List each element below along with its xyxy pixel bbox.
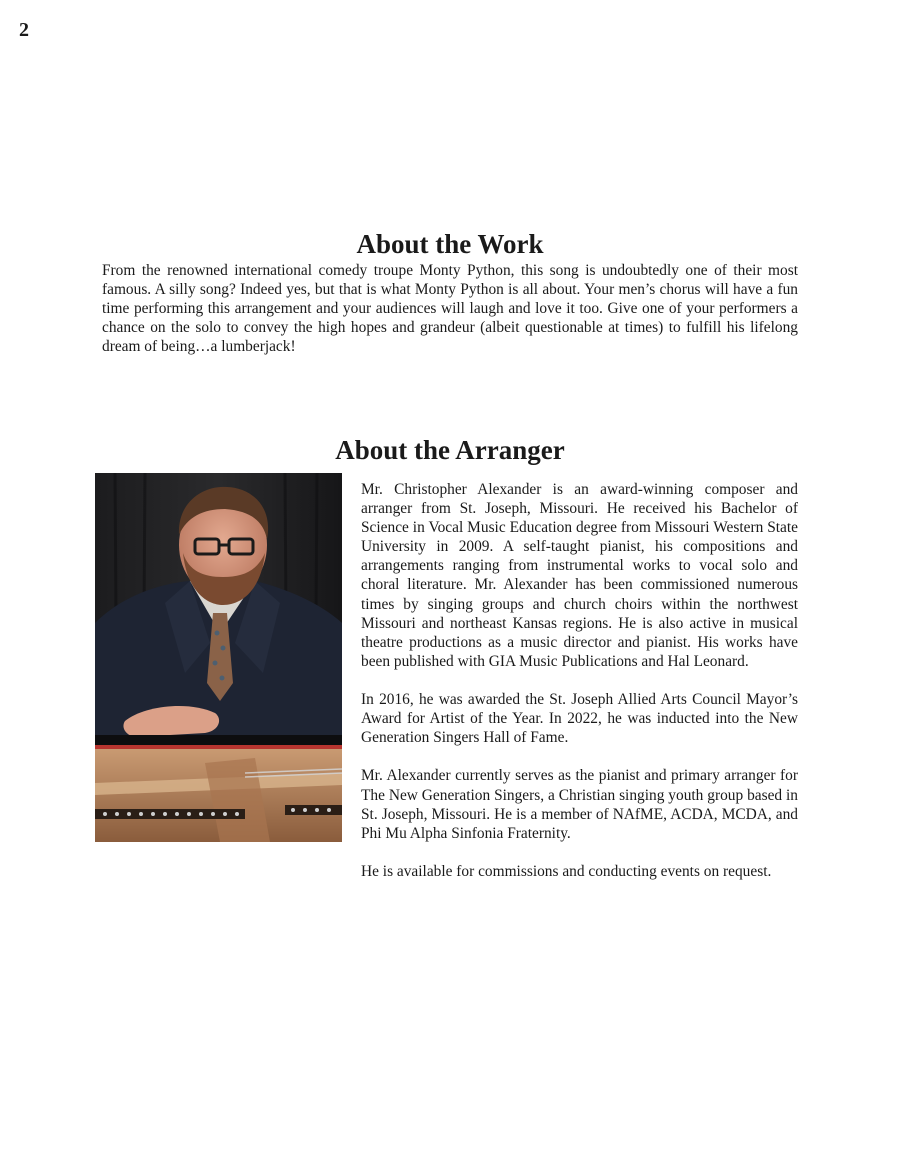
arranger-role-paragraph: Mr. Alexander currently serves as the pianist and primary arranger for The New Generation Singers, a Christian singing youth group based in St. Joseph, Missouri. He is a member of NAfME, ACDA, MCDA, and Phi Mu Alpha Sinfonia Fraternity. [361, 767, 798, 842]
about-work-text: From the renowned international comedy troupe Monty Python, this song is undoubtedly one of their most famous. A silly song? Indeed yes, but that is what Monty Python is all about. Your men’s chorus will have a fun time performing this arrangement and your audiences will laugh and love it too. Give one of your performers a chance on the solo to convey the high hopes and grandeur (albeit questionable at times) to fulfill his lifelong dream of being…a lumberjack! [102, 262, 798, 355]
arranger-photo [95, 473, 342, 842]
about-arranger-heading: About the Arranger [335, 435, 565, 465]
about-arranger-text [361, 480, 798, 900]
arranger-bio-paragraph: Mr. Christopher Alexander is an award-winning composer and arranger from St. Joseph, Missouri. He received his Bachelor of Science in Vocal Music Education degree from Missouri Western State University in 2009. A self-taught pianist, his compositions and arrangements ranging from instrumental works to vocal solo and choral literature. Mr. Alexander has been commissioned numerous times by singing groups and church choirs within the northwest Missouri and northeast Kansas regions. He is also active in musical theatre productions as a music director and pianist. His works have been published with GIA Music Publications and Hal Leonard. [361, 481, 798, 670]
arranger-award-paragraph: In 2016, he was awarded the St. Joseph Allied Arts Council Mayor’s Award for Artist of the Year. In 2022, he was inducted into the New Generation Singers Hall of Fame. [361, 691, 798, 747]
arranger-availability-paragraph: He is available for commissions and conducting events on request. [361, 862, 772, 880]
page-number: 2 [19, 19, 29, 41]
about-work-heading: About the Work [356, 229, 544, 259]
